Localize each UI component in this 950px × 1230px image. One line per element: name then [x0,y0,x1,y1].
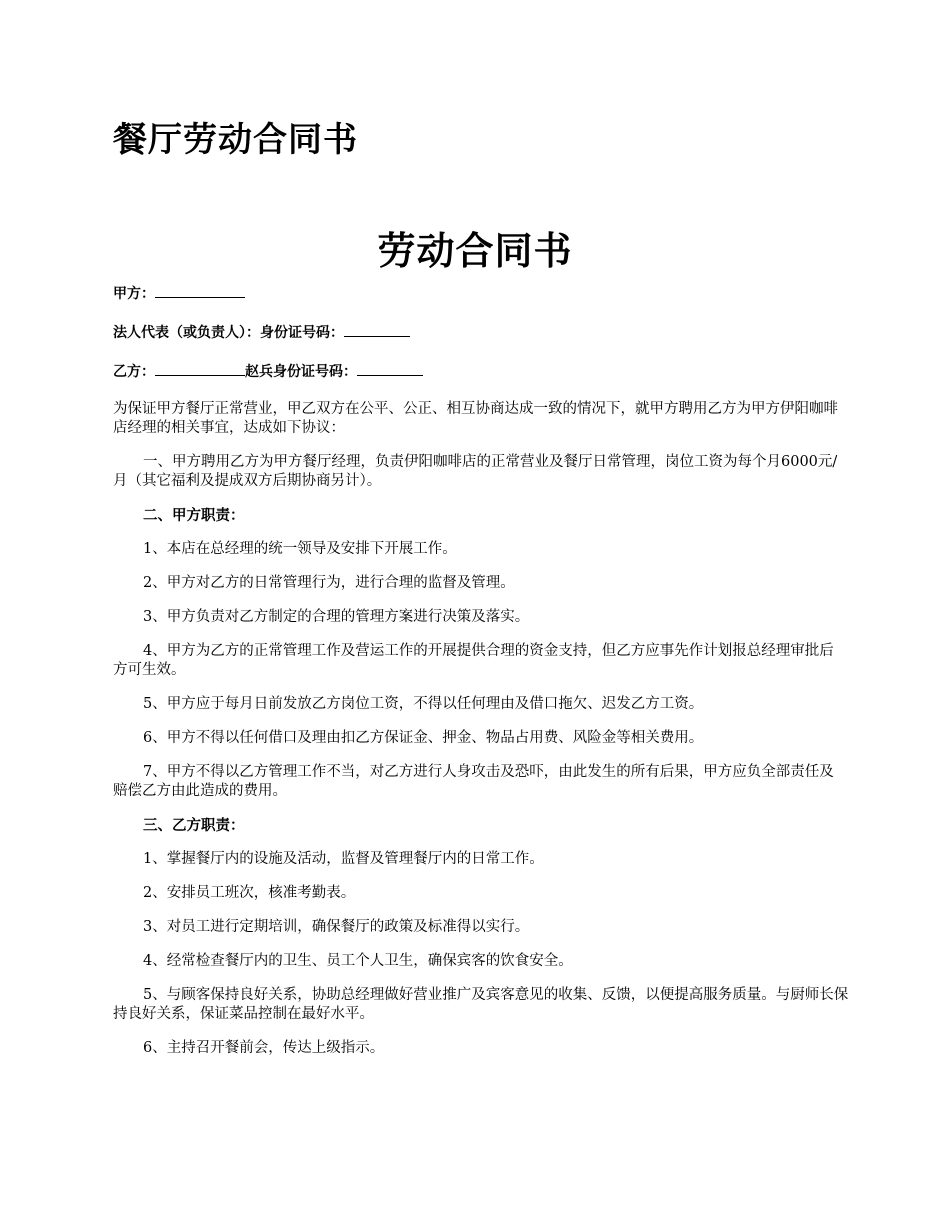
party-b-blank [155,361,245,376]
party-a-label: 甲方： [113,286,155,302]
section-3-item: 6、主持召开餐前会，传达上级指示。 [143,1040,385,1056]
contract-body [113,283,848,1073]
section-2-item: 6、甲方不得以任何借口及理由扣乙方保证金、押金、物品占用费、风险金等相关费用。 [143,730,704,746]
section-3-item: 2、安排员工班次，核准考勤表。 [143,885,356,901]
document-title: 餐厅劳动合同书 [113,120,358,160]
legal-rep-id-blank [344,322,410,337]
party-a-line [113,283,848,304]
clause-1: 一、甲方聘用乙方为甲方餐厅经理，负责伊阳咖啡店的正常营业及餐厅日常管理，岗位工资为每个月6000元/月（其它福利及提成双方后期协商另计）。 [113,454,838,489]
section-2-item: 4、甲方为乙方的正常管理工作及营运工作的开展提供合理的资金支持，但乙方应事先作计划报总经理审批后方可生效。 [113,643,834,678]
party-b-id-label: 赵兵身份证号码： [245,364,357,380]
party-a-blank [155,283,245,298]
section-3-item: 1、掌握餐厅内的设施及活动，监督及管理餐厅内的日常工作。 [143,851,544,867]
section-2-heading: 二、甲方职责： [143,507,245,524]
legal-rep-line [113,322,848,343]
section-3-item: 4、经常检查餐厅内的卫生、员工个人卫生，确保宾客的饮食安全。 [143,953,573,969]
contract-title: 劳动合同书 [377,229,573,273]
section-3-heading: 三、乙方职责： [143,817,245,834]
intro-paragraph: 为保证甲方餐厅正常营业，甲乙双方在公平、公正、相互协商达成一致的情况下，就甲方聘用乙方为甲方伊阳咖啡店经理的相关事宜，达成如下协议： [113,401,838,436]
party-b-line [113,361,848,382]
party-b-label: 乙方： [113,364,155,380]
section-2-item: 1、本店在总经理的统一领导及安排下开展工作。 [143,541,457,557]
party-b-id-blank [357,361,423,376]
section-2-item: 7、甲方不得以乙方管理工作不当，对乙方进行人身攻击及恐吓，由此发生的所有后果，甲方应负全部责任及赔偿乙方由此造成的费用。 [113,764,834,799]
section-2-item: 2、甲方对乙方的日常管理行为，进行合理的监督及管理。 [143,575,515,591]
legal-rep-label: 法人代表（或负责人）：身份证号码： [113,325,344,341]
section-2-item: 5、甲方应于每月日前发放乙方岗位工资，不得以任何理由及借口拖欠、迟发乙方工资。 [143,696,704,712]
section-3-item: 3、对员工进行定期培训，确保餐厅的政策及标准得以实行。 [143,919,530,935]
section-2-item: 3、甲方负责对乙方制定的合理的管理方案进行决策及落实。 [143,609,530,625]
section-3-item: 5、与顾客保持良好关系，协助总经理做好营业推广及宾客意见的收集、反馈，以便提高服务质量。与厨师长保持良好关系，保证菜品控制在最好水平。 [113,987,849,1022]
